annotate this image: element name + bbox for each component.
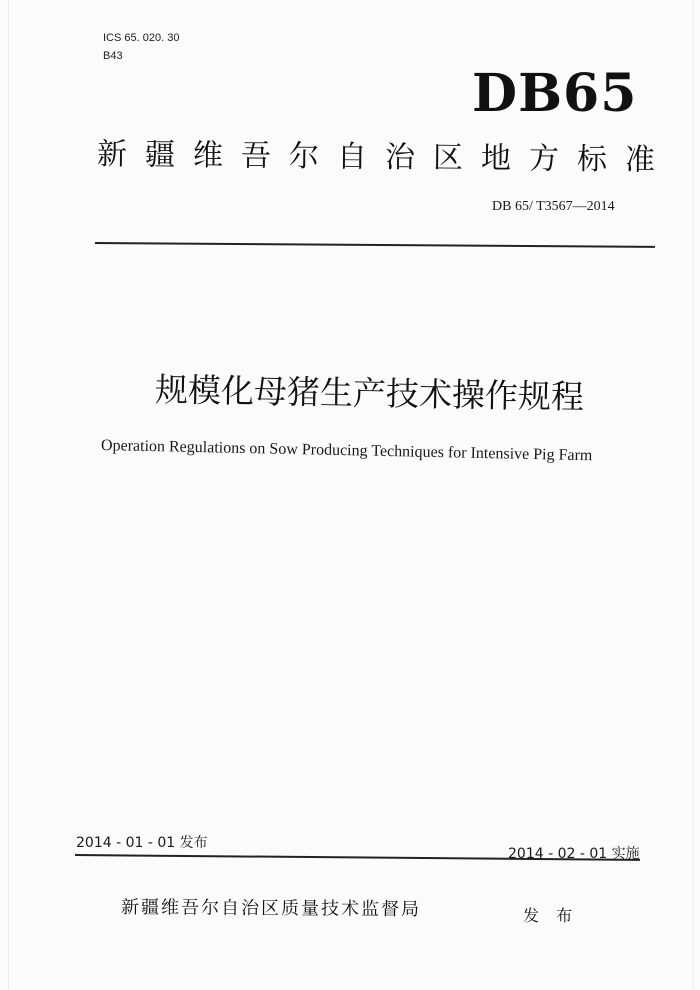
issue-label: 发 布: [523, 906, 579, 925]
top-divider: [95, 242, 655, 247]
effective-date: 2014 - 02 - 01 实施: [508, 846, 640, 862]
scan-edge-right: [693, 0, 694, 990]
english-title: Operation Regulations on Sow Producing Techniques for Intensive Pig Farm: [100, 437, 593, 465]
ccs-code: B43: [103, 50, 123, 62]
issue-date: 2014 - 01 - 01 发布: [76, 835, 208, 851]
main-title: 规模化母猪生产技术操作规程: [154, 370, 585, 417]
ics-code: ICS 65. 020. 30: [103, 32, 180, 44]
issuing-authority: 新疆维吾尔自治区质量技术监督局: [120, 897, 422, 921]
scan-edge-left: [8, 0, 9, 990]
standard-logo: DB65: [472, 63, 638, 124]
standard-number: DB 65/ T3567—2014: [492, 199, 615, 214]
authority-title: 新疆维吾尔自治区地方标准: [96, 137, 674, 179]
